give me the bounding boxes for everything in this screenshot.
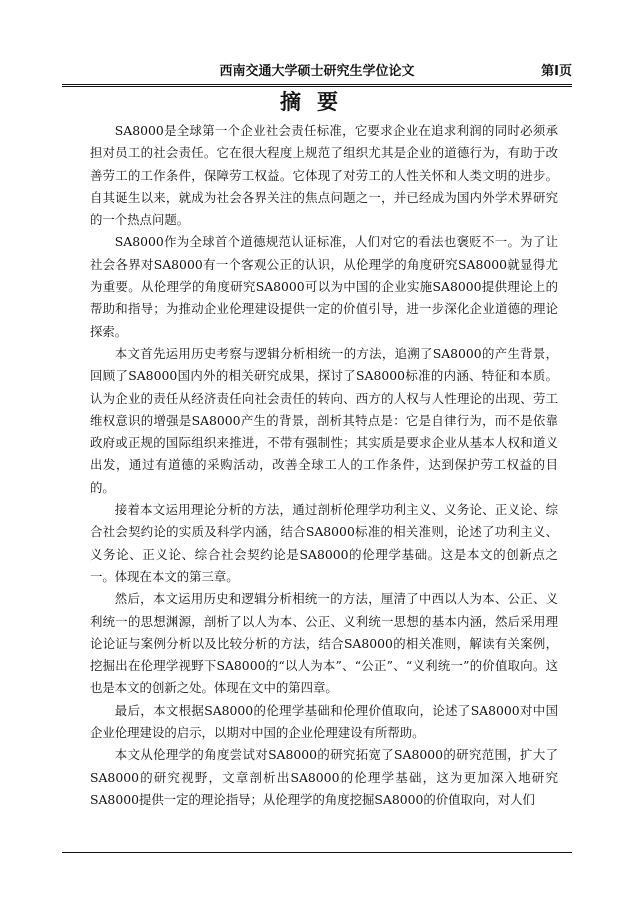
- paragraph: 最后，本文根据SA8000的伦理学基础和伦理价值取向，论述了SA8000对中国企业伦理建设的启示，以期对中国的企业伦理建设有所帮助。: [90, 702, 558, 741]
- page-number-label: 第I页: [541, 64, 572, 79]
- paragraph: SA8000是全球第一个企业社会责任标准，它要求企业在追求利润的同时必须承担对员工的社会责任。它在很大程度上规范了组织尤其是企业的道德行为，有助于改善劳工的工作条件，保障劳工权益。它体现了对劳工的人性关怀和人类文明的进步。自其诞生以来，就成为社会各界关注的焦点问题之一，并已经成为国内外学术界研究的一个热点问题。: [90, 123, 558, 228]
- abstract-heading: 摘要: [280, 90, 354, 114]
- paragraph: 接着本文运用理论分析的方法，通过剖析伦理学功利主义、义务论、正义论、综合社会契约论的实质及科学内涵，结合SA8000标准的相关准则，论述了功利主义、义务论、正义论、综合社会契约论是SA8000的伦理学基础。这是本文的创新点之一。体现在本文的第三章。: [90, 502, 558, 584]
- paragraph: 本文首先运用历史考察与逻辑分析相统一的方法，追溯了SA8000的产生背景，回顾了SA8000国内外的相关研究成果，探讨了SA8000标准的内涵、特征和本质。认为企业的责任从经济责任向社会责任的转向、西方的人权与人性理论的出现、劳工维权意识的增强是SA8000产生的背景，剖析其特点是：它是自律行为，而不是依靠政府或正规的国际组织来推进，不带有强制性；其实质是要求企业从基本人权和道义出发，通过有道德的采购活动，改善全球工人的工作条件，达到保护劳工权益的目的。: [90, 345, 558, 495]
- thesis-header-title: 西南交通大学硕士研究生学位论文: [219, 64, 415, 79]
- paragraph: 然后，本文运用历史和逻辑分析相统一的方法，厘清了中西以人为本、公正、义利统一的思想渊源，剖析了以人为本、公正、义利统一思想的基本内涵，然后采用理论论证与案例分析以及比较分析的方法，结合SA8000的相关准则，解读有关案例，挖掘出在伦理学视野下SA8000的“以人为本”、“公正”、“义利统一”的价值取向。这也是本文的创新之处。体现在文中的第四章。: [90, 591, 558, 696]
- paragraph: SA8000作为全球首个道德规范认证标准，人们对它的看法也褒贬不一。为了让社会各界对SA8000有一个客观公正的认识，从伦理学的角度研究SA8000就显得尤为重要。从伦理学的角度研究SA8000可以为中国的企业实施SA8000提供理论上的帮助和指导；为推动企业伦理建设提供一定的价值引导，进一步深化企业道德的理论探索。: [90, 234, 558, 339]
- running-header: [62, 62, 572, 84]
- footer-divider: [62, 852, 572, 853]
- abstract-body: [90, 120, 558, 811]
- header-divider: [62, 84, 572, 87]
- paragraph: 本文从伦理学的角度尝试对SA8000的研究拓宽了SA8000的研究范围，扩大了SA8000的研究视野，文章剖析出SA8000的伦理学基础，这为更加深入地研究SA8000提供一定的理论指导；从伦理学的角度挖掘SA8000的价值取向，对人们: [90, 747, 558, 807]
